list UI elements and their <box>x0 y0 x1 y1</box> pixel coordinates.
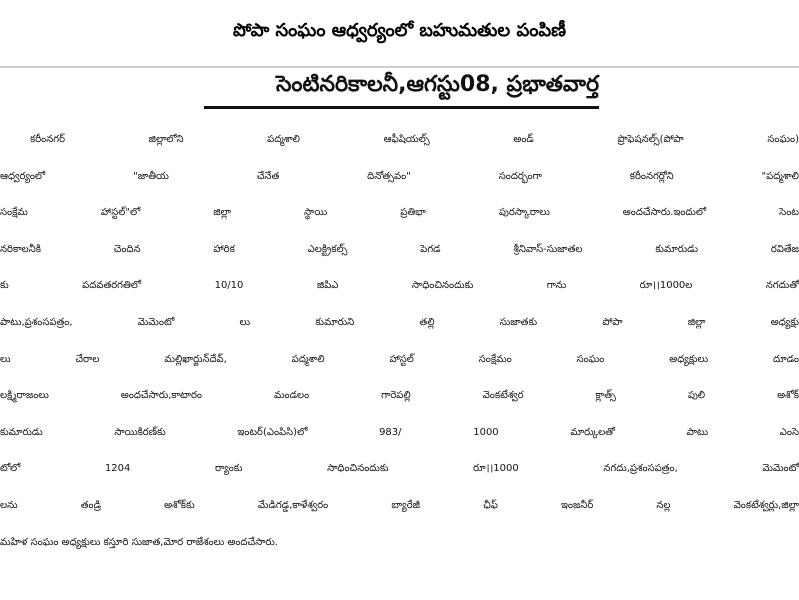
body-line: లక్ష్మిరాజంలు అందచేసారు,కాటారం మండలం గారెపల్లి వెంకటేశ్వర క్లాత్స్ పులి అశోక్ <box>0 390 799 402</box>
body-line: టోలో 1204 ర్యాంకు సాధించినందుకు రూ।।1000 నగదు,ప్రశంసపత్రం, మెమెంటో <box>0 463 799 475</box>
body-line: సంక్షేమ హాస్టల్"లో జిల్లా స్థాయి ప్రతిభా పురస్కారాలు అందచేసారు.ఇందులో సెంట <box>0 207 799 219</box>
body-line: పాటు,ప్రశంసపత్రం, మెమెంటో లు కుమారుని తల్లి సుజాతకు పోపా జిల్లా అధ్యక్షు <box>0 316 799 328</box>
body-line: కు పదవతరగతిలో 10/10 జిపిఎ సాధించినందుకు గాను రూ।।1000ల నగదుతో <box>0 280 799 292</box>
body-line: మహిళ సంఘం అధ్యక్షులు కస్తూరి సుజాత,మోర రాజేశంలు అందచేసారు. <box>0 536 278 548</box>
article-headline: పోపా సంఘం ఆధ్వర్యంలో బహుమతుల పంపిణీ <box>232 19 567 41</box>
body-line: నరికాలనీకి చెందిన హారిక ఎలక్ట్రికల్స్ పెగడ శ్రీనివాస్-సుజాతల కుమారుడు రవితేజ <box>0 243 799 255</box>
body-line: కరీంనగర్ జిల్లాలోని పద్మశాలి ఆఫీషియల్స్ అండ్ ప్రొఫెషనల్స్(పోపా సంఘం) <box>30 134 799 145</box>
article-body <box>0 122 799 561</box>
body-line: లను తండ్రి అశోక్‌కు మేడిగడ్డ,కాళేశ్వరం బ్యారేజీ ఛీఫ్ ఇంజనీర్ నల్ల వెంకటేశ్వర్లు,జిల్లా <box>0 499 799 511</box>
dateline-underline <box>204 106 599 109</box>
body-line: కుమారుడు సాయికిరణ్‌కు ఇంటర్(ఎంపిసి)లో 983/ 1000 మార్కులతో పాటు ఎంసె <box>0 426 799 438</box>
headline-divider <box>0 66 799 68</box>
body-line: లు చేరాల మల్లిఖార్జున్‌దేవ్, పద్మశాలి హాస్టల్ సంక్షేమం సంఘం అధ్యక్షులు దూడం <box>0 353 799 365</box>
article-dateline: సెంటినరికాలనీ,ఆగస్టు08, ప్రభాతవార్త <box>275 72 599 97</box>
body-line: ఆధ్వర్యంలో "జాతీయ చేనేత దినోత్సవం" సందర్భంగా కరీంనగర్లోని "పద్మశాలి <box>0 170 799 182</box>
